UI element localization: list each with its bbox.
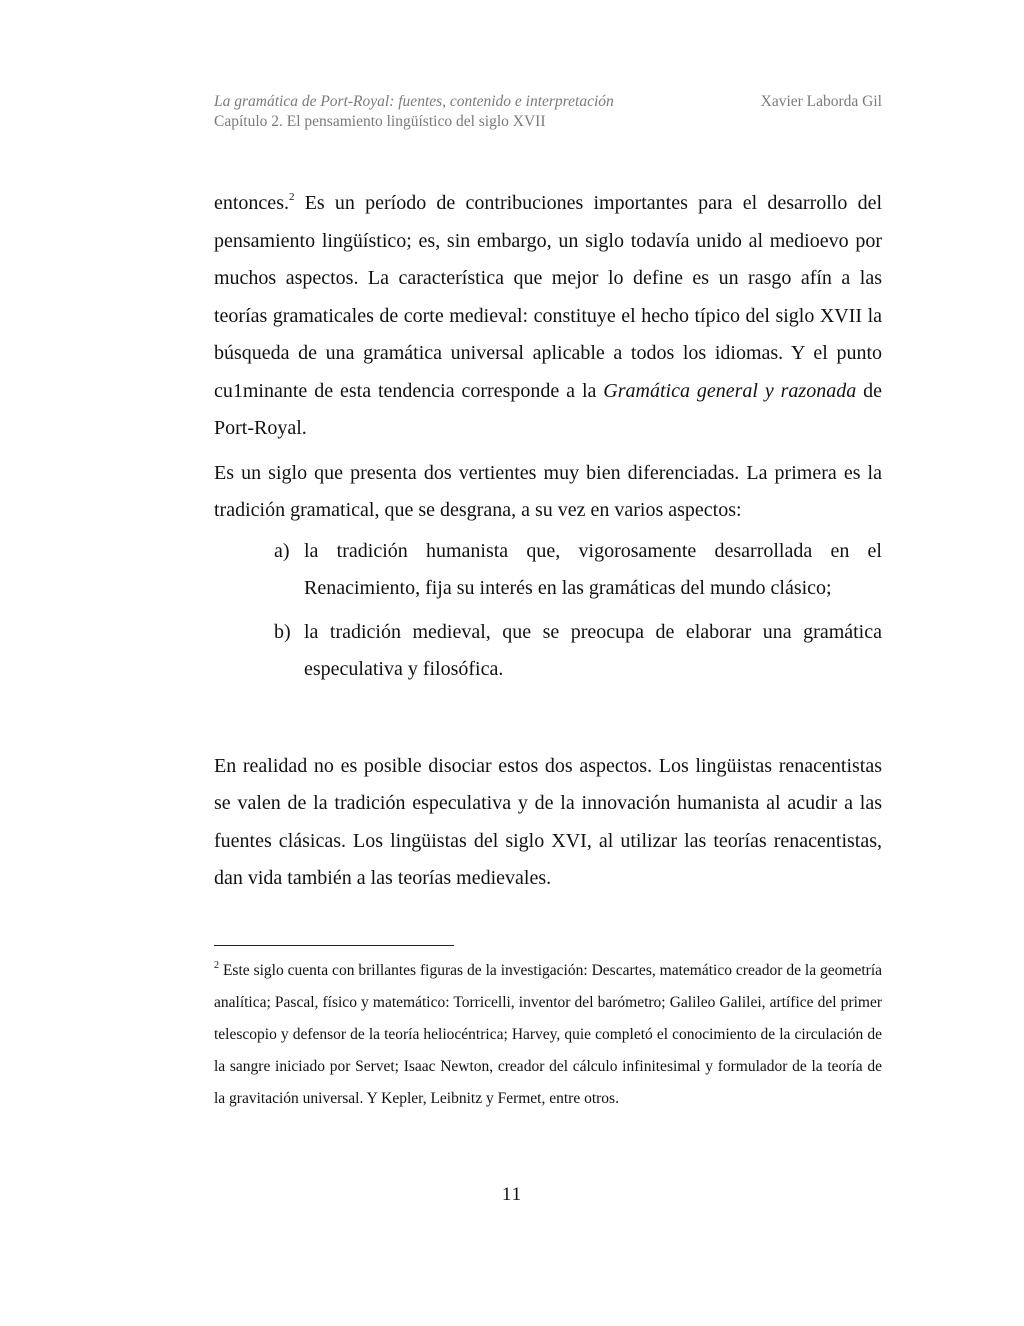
paragraph-3: En realidad no es posible disociar estos dos aspectos. Los lingüistas renacentistas se valen de la tradición especulativa y de la innovación humanista al acudir a las fuentes clásicas. Los lingüistas del siglo XVI, al utilizar las teorías renacentistas, dan vida también a las teorías medievales. (214, 754, 882, 889)
list-item (274, 533, 882, 608)
paragraph-1 (214, 185, 882, 448)
footnote-text: Este siglo cuenta con brillantes figuras de la investigación: Descartes, matemático creador de la geometría analítica; Pascal, físico y matemático: Torricelli, inventor del barómetro; Galileo Galilei, artífice del primer telescopio y defensor de la teoría heliocéntrica; Harvey, quie completó el conocimiento de la circulación de la sangre iniciado por Servet; Isaac Newton, creador del cálculo infinitesimal y formulador de la teoría de la gravitación universal. Y Kepler, Leibnitz y Fermet, entre otros. (214, 962, 882, 1107)
book-title-italic: Gramática general y razonada (603, 379, 857, 402)
footnote-reference[interactable]: 2 (288, 191, 295, 203)
footnote-number: 2 (214, 960, 219, 971)
body-text (214, 185, 882, 898)
page-number: 11 (501, 1184, 523, 1205)
header-chapter-row (214, 112, 882, 132)
header-row (214, 92, 882, 112)
running-header (214, 92, 882, 132)
list-marker: b) (274, 620, 291, 643)
author-name: Xavier Laborda Gil (760, 93, 882, 110)
paragraph-1-lead: entonces. (214, 192, 289, 214)
footnote-separator (214, 945, 454, 946)
list-item-text: la tradición medieval, que se preocupa de elaborar una gramática especulativa y filosófica. (304, 620, 882, 680)
paragraph-1-tail: de Port-Royal. (214, 379, 882, 439)
paragraph-2: Es un siglo que presenta dos vertientes muy bien diferenciadas. La primera es la tradición gramatical, que se desgrana, a su vez en varios aspectos: (214, 461, 882, 521)
list-item (274, 614, 882, 689)
footnote (214, 955, 882, 1115)
list-item-text: la tradición humanista que, vigorosamente desarrollada en el Renacimiento, fija su interés en las gramáticas del mundo clásico; (304, 539, 882, 599)
book-title: La gramática de Port-Royal: fuentes, contenido e interpretación (214, 93, 614, 110)
list-marker: a) (274, 539, 290, 562)
chapter-title: Capítulo 2. El pensamiento lingüístico del siglo XVII (214, 113, 546, 130)
aspects-list (214, 533, 882, 689)
paragraph-1-text: Es un período de contribuciones importantes para el desarrollo del pensamiento lingüístico; es, sin embargo, un siglo todavía unido al medioevo por muchos aspectos. La característica que mejor lo define es un rasgo afín a las teorías gramaticales de corte medieval: constituye el hecho típico del siglo XVII la búsqueda de una gramática universal aplicable a todos los idiomas. Y el punto cu1minante de esta tendencia corresponde a la (214, 192, 882, 402)
